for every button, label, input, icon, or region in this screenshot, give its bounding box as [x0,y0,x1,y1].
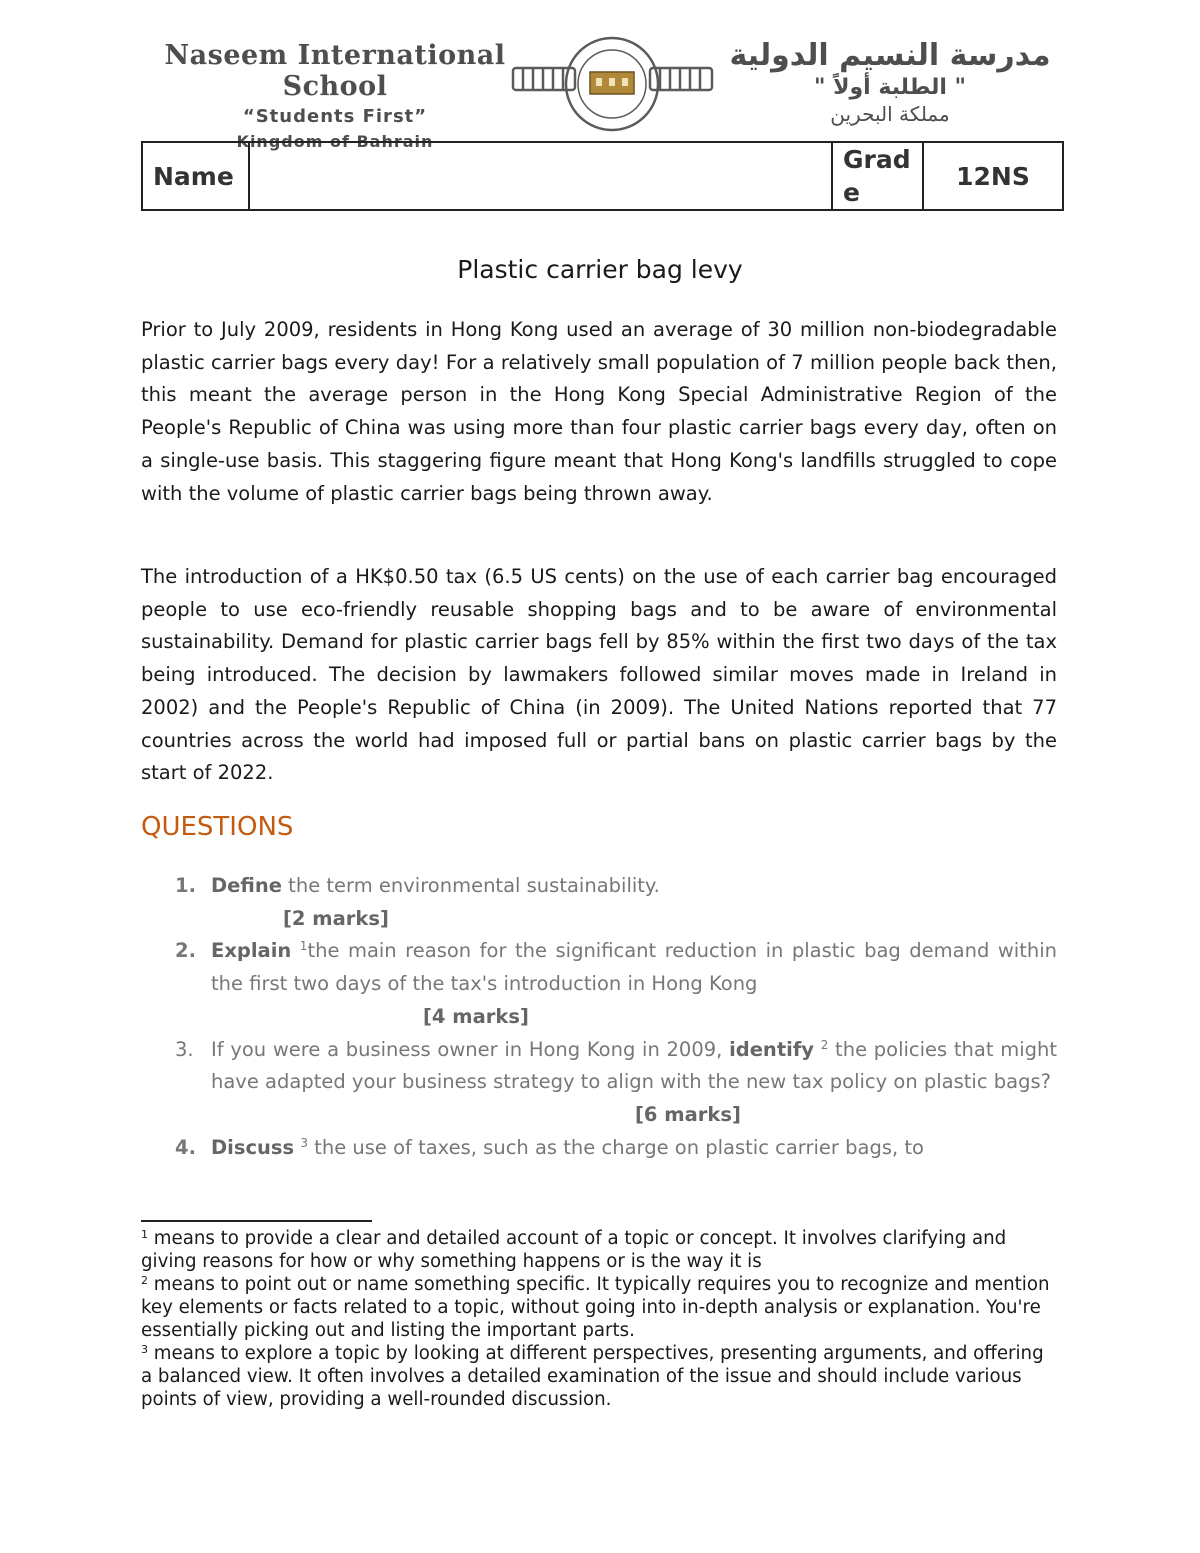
command-word: Explain [211,939,292,963]
question-text: the main reason for the significant reduction in plastic bag demand within the first two days of the tax's introduction in Hong Kong [211,939,1057,996]
question-number: 1. [175,874,196,897]
name-field[interactable] [249,142,832,210]
page-title: Plastic carrier bag levy [457,255,743,284]
intro-paragraph: Prior to July 2009, residents in Hong Kong used an average of 30 million non-biodegradable plastic carrier bags every day! For a relatively small population of 7 million people back then, this meant the average person in the Hong Kong Special Administrative Region of the People's Republic of China was using more than four plastic carrier bags every day, often on a single-use basis. This staggering figure meant that Hong Kong's landfills struggled to cope with the volume of plastic carrier bags being thrown away. [141,318,1057,505]
footnote [141,1273,1057,1342]
school-name-english: Naseem International School [164,40,506,102]
question-item [141,935,1057,1033]
grade-label: Grade [832,142,923,210]
question-text: the term environmental sustainability. [281,874,660,897]
footnote-mark: 1 [141,1228,148,1241]
question-item [141,1034,1057,1132]
footnote-mark: 3 [141,1343,148,1356]
questions-list [141,870,1057,1164]
footnote-text: means to provide a clear and detailed account of a topic or concept. It involves clarifying and giving reasons for how or why something happens or is the way it is [141,1228,1007,1272]
question-text: the policies that might have adapted your business strategy to align with the new tax policy on plastic bags? [211,1037,1057,1094]
footnote-text: means to explore a topic by looking at different perspectives, presenting arguments, and offering a balanced view. It often involves a detailed examination of the issue and should include various points of view, providing a well-rounded discussion. [141,1343,1044,1410]
school-header [140,36,1065,151]
footnote-mark: 2 [141,1274,148,1287]
question-number: 4. [175,1135,196,1159]
question-item [141,870,1057,935]
question-item [141,1132,1057,1165]
marks-label: [4 marks] [423,1004,529,1028]
questions-heading: QUESTIONS [141,812,294,842]
school-motto-english: “Students First” [242,106,428,127]
footnote-separator [141,1220,372,1222]
command-word: Define [211,874,282,897]
school-country-arabic: مملكة البحرين [830,102,950,126]
school-arabic-block [715,38,1065,126]
footnote [141,1227,1057,1273]
name-label: Name [142,142,249,210]
school-country-english: Kingdom of Bahrain [236,132,434,151]
question-number: 3. [175,1037,194,1061]
footnote-text: means to point out or name something specific. It typically requires you to recognize and mention key elements or facts related to a topic, without going into in-depth analysis or explanation. You're essentially picking out and listing the important parts. [141,1274,1050,1341]
school-english-block [150,40,520,151]
marks-label: [6 marks] [635,1102,741,1126]
school-motto-arabic: " الطلبة أولاً " [813,75,967,100]
command-word: Discuss [211,1135,295,1159]
question-number: 2. [175,939,196,963]
footnotes [141,1227,1057,1411]
question-text-lead: If you were a business owner in Hong Kong in 2009, [211,1037,730,1061]
school-name-arabic: مدرسة النسيم الدولية [729,38,1051,73]
footnote [141,1342,1057,1411]
tax-paragraph: The introduction of a HK$0.50 tax (6.5 US cents) on the use of each carrier bag encouraged people to use eco-friendly reusable shopping bags and to be aware of environmental sustainability. Demand for plastic carrier bags fell by 85% within the first two days of the tax being introduced. The decision by lawmakers followed similar moves made in Ireland in 2002) and the People's Republic of China (in 2009). The United Nations reported that 77 countries across the world had imposed full or partial bans on plastic carrier bags by the start of 2022. [141,565,1057,785]
marks-label: [2 marks] [283,906,389,930]
question-text: the use of taxes, such as the charge on plastic carrier bags, to [307,1135,924,1159]
student-info-table [141,141,1064,211]
school-crest-logo [510,36,715,132]
command-word: identify [729,1037,815,1061]
footnote-ref[interactable]: 1 [299,939,308,954]
footnote-ref[interactable]: 2 [820,1037,829,1052]
footnote-ref[interactable]: 3 [300,1135,308,1150]
grade-value: 12NS [923,142,1063,210]
